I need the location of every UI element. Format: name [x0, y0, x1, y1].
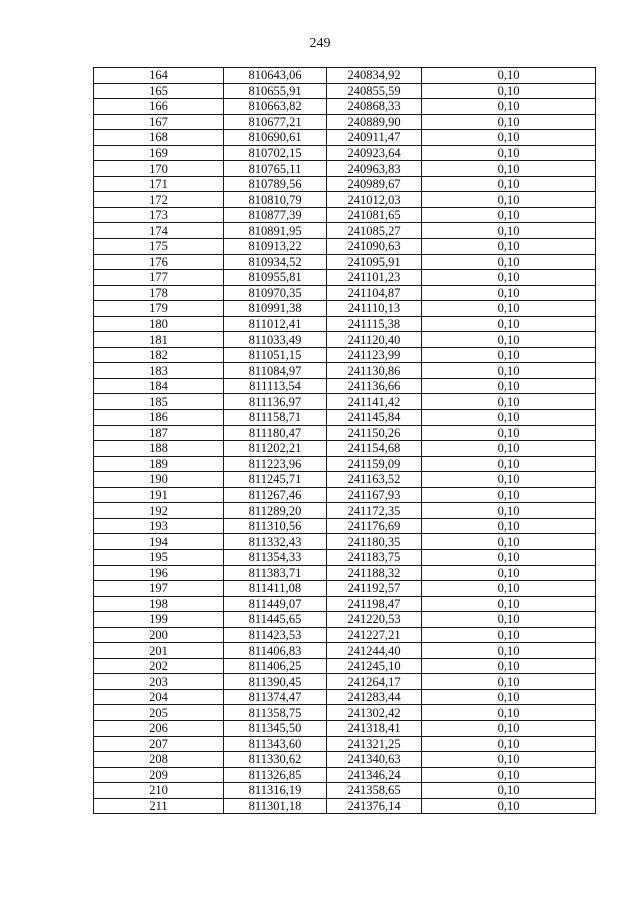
table-row: [94, 239, 596, 255]
table-row: [94, 798, 596, 814]
point-number-cell: 211: [94, 798, 224, 814]
accuracy-cell: 0,10: [422, 689, 596, 705]
x-coordinate-cell: 811445,65: [224, 612, 327, 628]
y-coordinate-cell: 241198,47: [327, 596, 422, 612]
point-number-cell: 190: [94, 472, 224, 488]
table-row: [94, 410, 596, 426]
point-number-cell: 182: [94, 347, 224, 363]
accuracy-cell: 0,10: [422, 285, 596, 301]
table-row: [94, 752, 596, 768]
table-row: [94, 705, 596, 721]
x-coordinate-cell: 811267,46: [224, 487, 327, 503]
table-row: [94, 472, 596, 488]
x-coordinate-cell: 811423,53: [224, 627, 327, 643]
point-number-cell: 186: [94, 410, 224, 426]
y-coordinate-cell: 241358,65: [327, 783, 422, 799]
table-row: [94, 596, 596, 612]
table-row: [94, 581, 596, 597]
page-number: 249: [309, 36, 331, 51]
point-number-cell: 200: [94, 627, 224, 643]
x-coordinate-cell: 811374,47: [224, 689, 327, 705]
y-coordinate-cell: 241095,91: [327, 254, 422, 270]
x-coordinate-cell: 811332,43: [224, 534, 327, 550]
accuracy-cell: 0,10: [422, 783, 596, 799]
point-number-cell: 165: [94, 83, 224, 99]
point-number-cell: 179: [94, 301, 224, 317]
x-coordinate-cell: 811383,71: [224, 565, 327, 581]
point-number-cell: 164: [94, 68, 224, 84]
x-coordinate-cell: 811223,96: [224, 456, 327, 472]
point-number-cell: 175: [94, 239, 224, 255]
point-number-cell: 206: [94, 720, 224, 736]
point-number-cell: 167: [94, 114, 224, 130]
x-coordinate-cell: 810991,38: [224, 301, 327, 317]
y-coordinate-cell: 241085,27: [327, 223, 422, 239]
table-row: [94, 145, 596, 161]
accuracy-cell: 0,10: [422, 503, 596, 519]
x-coordinate-cell: 811301,18: [224, 798, 327, 814]
x-coordinate-cell: 811051,15: [224, 347, 327, 363]
y-coordinate-cell: 241176,69: [327, 518, 422, 534]
x-coordinate-cell: 810655,91: [224, 83, 327, 99]
table-row: [94, 689, 596, 705]
y-coordinate-cell: 241115,38: [327, 316, 422, 332]
x-coordinate-cell: 811033,49: [224, 332, 327, 348]
table-row: [94, 363, 596, 379]
x-coordinate-cell: 811180,47: [224, 425, 327, 441]
x-coordinate-cell: 811113,54: [224, 378, 327, 394]
point-number-cell: 174: [94, 223, 224, 239]
table-row: [94, 487, 596, 503]
x-coordinate-cell: 811316,19: [224, 783, 327, 799]
accuracy-cell: 0,10: [422, 223, 596, 239]
point-number-cell: 180: [94, 316, 224, 332]
y-coordinate-cell: 241245,10: [327, 658, 422, 674]
table-row: [94, 99, 596, 115]
point-number-cell: 209: [94, 767, 224, 783]
table-row: [94, 207, 596, 223]
point-number-cell: 194: [94, 534, 224, 550]
table-row: [94, 534, 596, 550]
accuracy-cell: 0,10: [422, 798, 596, 814]
y-coordinate-cell: 240963,83: [327, 161, 422, 177]
point-number-cell: 166: [94, 99, 224, 115]
point-number-cell: 177: [94, 270, 224, 286]
x-coordinate-cell: 811411,08: [224, 581, 327, 597]
accuracy-cell: 0,10: [422, 239, 596, 255]
point-number-cell: 171: [94, 176, 224, 192]
point-number-cell: 196: [94, 565, 224, 581]
x-coordinate-cell: 810970,35: [224, 285, 327, 301]
table-row: [94, 643, 596, 659]
accuracy-cell: 0,10: [422, 705, 596, 721]
point-number-cell: 172: [94, 192, 224, 208]
point-number-cell: 198: [94, 596, 224, 612]
point-number-cell: 202: [94, 658, 224, 674]
y-coordinate-cell: 241172,35: [327, 503, 422, 519]
table-row: [94, 83, 596, 99]
x-coordinate-cell: 810663,82: [224, 99, 327, 115]
x-coordinate-cell: 811343,60: [224, 736, 327, 752]
accuracy-cell: 0,10: [422, 114, 596, 130]
x-coordinate-cell: 811390,45: [224, 674, 327, 690]
accuracy-cell: 0,10: [422, 736, 596, 752]
accuracy-cell: 0,10: [422, 581, 596, 597]
y-coordinate-cell: 241244,40: [327, 643, 422, 659]
table-row: [94, 767, 596, 783]
point-number-cell: 176: [94, 254, 224, 270]
x-coordinate-cell: 810891,95: [224, 223, 327, 239]
point-number-cell: 195: [94, 549, 224, 565]
x-coordinate-cell: 810913,22: [224, 239, 327, 255]
point-number-cell: 168: [94, 130, 224, 146]
table-row: [94, 130, 596, 146]
table-row: [94, 503, 596, 519]
table-row: [94, 301, 596, 317]
x-coordinate-cell: 810934,52: [224, 254, 327, 270]
point-number-cell: 181: [94, 332, 224, 348]
table-row: [94, 270, 596, 286]
accuracy-cell: 0,10: [422, 83, 596, 99]
point-number-cell: 184: [94, 378, 224, 394]
coordinates-table: [93, 67, 596, 814]
y-coordinate-cell: 241376,14: [327, 798, 422, 814]
x-coordinate-cell: 810810,79: [224, 192, 327, 208]
accuracy-cell: 0,10: [422, 316, 596, 332]
y-coordinate-cell: 241150,26: [327, 425, 422, 441]
x-coordinate-cell: 811245,71: [224, 472, 327, 488]
point-number-cell: 178: [94, 285, 224, 301]
x-coordinate-cell: 811406,25: [224, 658, 327, 674]
x-coordinate-cell: 811202,21: [224, 441, 327, 457]
y-coordinate-cell: 241340,63: [327, 752, 422, 768]
point-number-cell: 208: [94, 752, 224, 768]
point-number-cell: 210: [94, 783, 224, 799]
y-coordinate-cell: 241123,99: [327, 347, 422, 363]
y-coordinate-cell: 241136,66: [327, 378, 422, 394]
point-number-cell: 188: [94, 441, 224, 457]
table-row: [94, 316, 596, 332]
point-number-cell: 185: [94, 394, 224, 410]
accuracy-cell: 0,10: [422, 441, 596, 457]
table-row: [94, 549, 596, 565]
accuracy-cell: 0,10: [422, 301, 596, 317]
y-coordinate-cell: 241090,63: [327, 239, 422, 255]
accuracy-cell: 0,10: [422, 674, 596, 690]
y-coordinate-cell: 241163,52: [327, 472, 422, 488]
x-coordinate-cell: 810955,81: [224, 270, 327, 286]
x-coordinate-cell: 811084,97: [224, 363, 327, 379]
x-coordinate-cell: 811358,75: [224, 705, 327, 721]
point-number-cell: 169: [94, 145, 224, 161]
accuracy-cell: 0,10: [422, 627, 596, 643]
y-coordinate-cell: 240834,92: [327, 68, 422, 84]
y-coordinate-cell: 241321,25: [327, 736, 422, 752]
x-coordinate-cell: 811406,83: [224, 643, 327, 659]
point-number-cell: 207: [94, 736, 224, 752]
table-row: [94, 176, 596, 192]
point-number-cell: 204: [94, 689, 224, 705]
point-number-cell: 197: [94, 581, 224, 597]
table-row: [94, 456, 596, 472]
y-coordinate-cell: 241012,03: [327, 192, 422, 208]
x-coordinate-cell: 810677,21: [224, 114, 327, 130]
y-coordinate-cell: 241318,41: [327, 720, 422, 736]
table-row: [94, 394, 596, 410]
accuracy-cell: 0,10: [422, 549, 596, 565]
point-number-cell: 189: [94, 456, 224, 472]
accuracy-cell: 0,10: [422, 487, 596, 503]
y-coordinate-cell: 240868,33: [327, 99, 422, 115]
x-coordinate-cell: 811326,85: [224, 767, 327, 783]
accuracy-cell: 0,10: [422, 145, 596, 161]
y-coordinate-cell: 241159,09: [327, 456, 422, 472]
accuracy-cell: 0,10: [422, 394, 596, 410]
accuracy-cell: 0,10: [422, 130, 596, 146]
point-number-cell: 205: [94, 705, 224, 721]
y-coordinate-cell: 241081,65: [327, 207, 422, 223]
accuracy-cell: 0,10: [422, 752, 596, 768]
table-row: [94, 441, 596, 457]
x-coordinate-cell: 811012,41: [224, 316, 327, 332]
y-coordinate-cell: 241220,53: [327, 612, 422, 628]
y-coordinate-cell: 240855,59: [327, 83, 422, 99]
table-row: [94, 720, 596, 736]
point-number-cell: 183: [94, 363, 224, 379]
table-row: [94, 378, 596, 394]
point-number-cell: 193: [94, 518, 224, 534]
point-number-cell: 203: [94, 674, 224, 690]
y-coordinate-cell: 240889,90: [327, 114, 422, 130]
x-coordinate-cell: 811449,07: [224, 596, 327, 612]
table-row: [94, 223, 596, 239]
x-coordinate-cell: 810702,15: [224, 145, 327, 161]
y-coordinate-cell: 241302,42: [327, 705, 422, 721]
y-coordinate-cell: 241180,35: [327, 534, 422, 550]
x-coordinate-cell: 811330,62: [224, 752, 327, 768]
table-row: [94, 612, 596, 628]
y-coordinate-cell: 241264,17: [327, 674, 422, 690]
table-row: [94, 161, 596, 177]
accuracy-cell: 0,10: [422, 99, 596, 115]
y-coordinate-cell: 241110,13: [327, 301, 422, 317]
x-coordinate-cell: 810789,56: [224, 176, 327, 192]
coordinates-table-body: [94, 68, 596, 814]
y-coordinate-cell: 241145,84: [327, 410, 422, 426]
table-row: [94, 658, 596, 674]
accuracy-cell: 0,10: [422, 425, 596, 441]
accuracy-cell: 0,10: [422, 161, 596, 177]
x-coordinate-cell: 810690,61: [224, 130, 327, 146]
accuracy-cell: 0,10: [422, 534, 596, 550]
table-row: [94, 68, 596, 84]
x-coordinate-cell: 811354,33: [224, 549, 327, 565]
point-number-cell: 192: [94, 503, 224, 519]
accuracy-cell: 0,10: [422, 720, 596, 736]
accuracy-cell: 0,10: [422, 347, 596, 363]
y-coordinate-cell: 240911,47: [327, 130, 422, 146]
table-row: [94, 285, 596, 301]
x-coordinate-cell: 811310,56: [224, 518, 327, 534]
y-coordinate-cell: 241167,93: [327, 487, 422, 503]
y-coordinate-cell: 241141,42: [327, 394, 422, 410]
accuracy-cell: 0,10: [422, 612, 596, 628]
y-coordinate-cell: 241120,40: [327, 332, 422, 348]
x-coordinate-cell: 811136,97: [224, 394, 327, 410]
y-coordinate-cell: 241130,86: [327, 363, 422, 379]
point-number-cell: 199: [94, 612, 224, 628]
table-row: [94, 332, 596, 348]
x-coordinate-cell: 810877,39: [224, 207, 327, 223]
x-coordinate-cell: 811345,50: [224, 720, 327, 736]
accuracy-cell: 0,10: [422, 332, 596, 348]
accuracy-cell: 0,10: [422, 643, 596, 659]
y-coordinate-cell: 240989,67: [327, 176, 422, 192]
table-row: [94, 425, 596, 441]
x-coordinate-cell: 811158,71: [224, 410, 327, 426]
accuracy-cell: 0,10: [422, 410, 596, 426]
point-number-cell: 187: [94, 425, 224, 441]
table-row: [94, 192, 596, 208]
table-row: [94, 783, 596, 799]
accuracy-cell: 0,10: [422, 518, 596, 534]
point-number-cell: 173: [94, 207, 224, 223]
y-coordinate-cell: 240923,64: [327, 145, 422, 161]
table-row: [94, 114, 596, 130]
accuracy-cell: 0,10: [422, 472, 596, 488]
y-coordinate-cell: 241283,44: [327, 689, 422, 705]
accuracy-cell: 0,10: [422, 378, 596, 394]
accuracy-cell: 0,10: [422, 363, 596, 379]
x-coordinate-cell: 811289,20: [224, 503, 327, 519]
y-coordinate-cell: 241104,87: [327, 285, 422, 301]
accuracy-cell: 0,10: [422, 254, 596, 270]
table-row: [94, 627, 596, 643]
accuracy-cell: 0,10: [422, 596, 596, 612]
point-number-cell: 191: [94, 487, 224, 503]
accuracy-cell: 0,10: [422, 207, 596, 223]
accuracy-cell: 0,10: [422, 192, 596, 208]
table-row: [94, 736, 596, 752]
y-coordinate-cell: 241101,23: [327, 270, 422, 286]
x-coordinate-cell: 810643,06: [224, 68, 327, 84]
table-row: [94, 254, 596, 270]
table-row: [94, 674, 596, 690]
table-row: [94, 565, 596, 581]
y-coordinate-cell: 241154,68: [327, 441, 422, 457]
y-coordinate-cell: 241192,57: [327, 581, 422, 597]
accuracy-cell: 0,10: [422, 767, 596, 783]
y-coordinate-cell: 241183,75: [327, 549, 422, 565]
table-row: [94, 347, 596, 363]
accuracy-cell: 0,10: [422, 456, 596, 472]
point-number-cell: 170: [94, 161, 224, 177]
accuracy-cell: 0,10: [422, 270, 596, 286]
accuracy-cell: 0,10: [422, 176, 596, 192]
accuracy-cell: 0,10: [422, 658, 596, 674]
y-coordinate-cell: 241227,21: [327, 627, 422, 643]
accuracy-cell: 0,10: [422, 565, 596, 581]
y-coordinate-cell: 241188,32: [327, 565, 422, 581]
point-number-cell: 201: [94, 643, 224, 659]
x-coordinate-cell: 810765,11: [224, 161, 327, 177]
table-row: [94, 518, 596, 534]
y-coordinate-cell: 241346,24: [327, 767, 422, 783]
accuracy-cell: 0,10: [422, 68, 596, 84]
